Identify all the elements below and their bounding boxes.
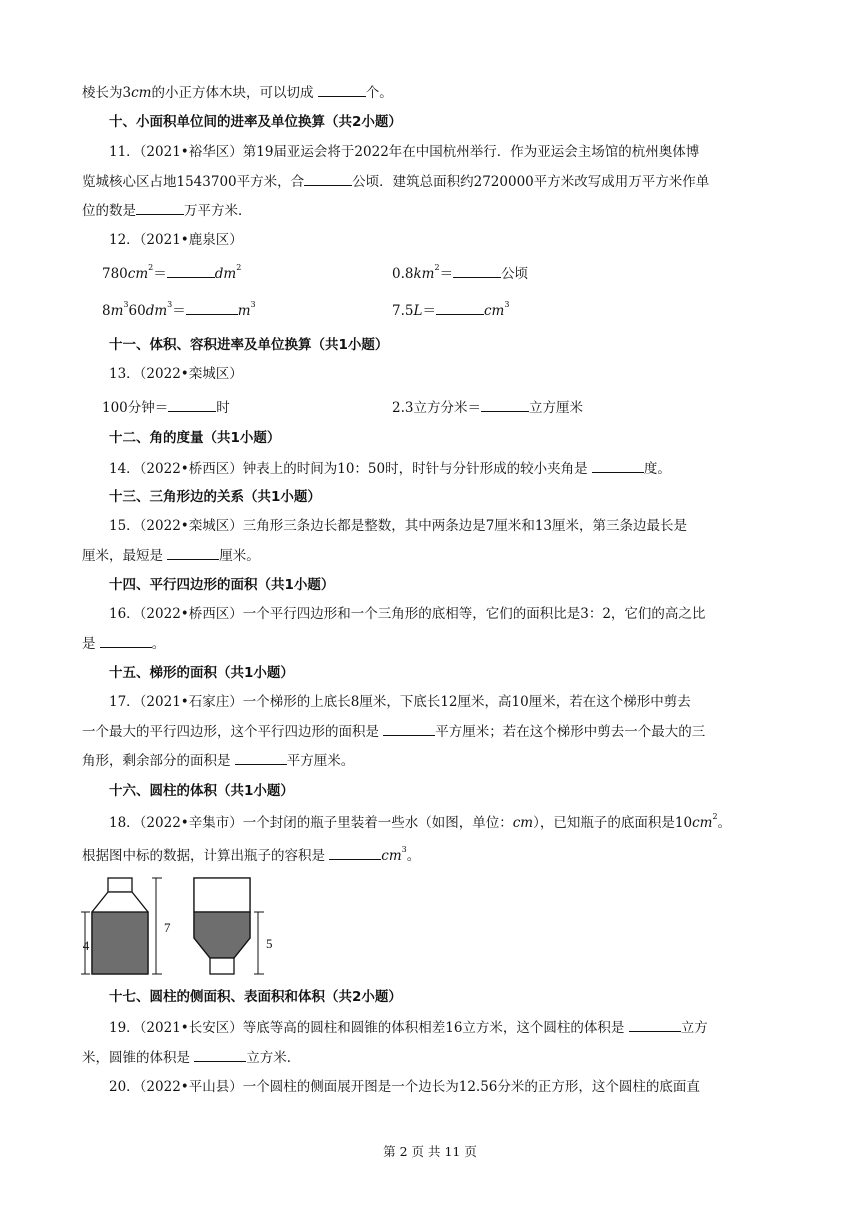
unit: cm [131, 85, 152, 101]
text: 。 [406, 848, 421, 864]
text-line [82, 1047, 300, 1068]
equals: ＝ [153, 266, 167, 282]
answer-blank[interactable] [304, 171, 352, 186]
answer-blank[interactable] [167, 545, 219, 560]
text-line [82, 200, 252, 221]
text: 厘米。 [219, 548, 260, 564]
question-15: 15．（2022•栾城区）三角形三条边长都是整数，其中两条边是7厘米和13厘米，第三条边最长是 [109, 518, 688, 534]
text: 棱长为3 [82, 85, 132, 101]
text: 平方厘米；若在这个梯形中剪去一个最大的三 [435, 724, 706, 740]
text: 万平方米． [184, 203, 252, 219]
text-line [82, 721, 705, 742]
unit: cm [483, 303, 505, 319]
superscript: 3 [504, 300, 510, 309]
text: 立方米． [246, 1050, 301, 1066]
text: 根据图中标的数据，计算出瓶子的容积是 [82, 848, 330, 864]
bottle-inverted [194, 878, 264, 974]
conversion-item [102, 263, 241, 284]
superscript: 3 [167, 300, 173, 309]
equals: ＝ [422, 303, 436, 319]
text: 立方厘米 [528, 400, 583, 416]
text: 角形，剩余部分的面积是 [82, 753, 235, 769]
text: 18．（2022•辛集市）一个封闭的瓶子里装着一些水（如图，单位： [109, 815, 513, 831]
bottle-upright [81, 878, 162, 974]
conversion-item [392, 263, 528, 284]
answer-blank[interactable] [136, 200, 184, 215]
unit: cm [127, 266, 149, 282]
conversion-item [102, 397, 230, 418]
text: 14．（2022•桥西区）钟表上的时间为10：50时，时针与分针形成的较小夹角是 [109, 461, 592, 477]
text: 公顷 [501, 266, 529, 282]
text-line [82, 545, 260, 566]
unit: cm [692, 815, 713, 831]
conversion-item [392, 397, 583, 418]
unit: L [413, 303, 423, 319]
text: 一个最大的平行四边形，这个平行四边形的面积是 [82, 724, 384, 740]
question-16: 16．（2022•桥西区）一个平行四边形和一个三角形的底相等，它们的面积比是3：2，它们的高之比 [109, 606, 706, 622]
answer-blank[interactable] [383, 721, 435, 736]
answer-blank[interactable] [167, 263, 215, 278]
question-13: 13．（2022•栾城区） [109, 366, 243, 382]
text: 厘米，最短是 [82, 548, 168, 564]
conversion-item [102, 300, 256, 321]
equals: ＝ [172, 303, 186, 319]
text: 览城核心区占地1543700平方米，合 [82, 174, 305, 190]
unit: m [110, 303, 124, 319]
superscript: 2 [236, 263, 242, 272]
answer-blank[interactable] [235, 750, 287, 765]
text: 。 [717, 815, 732, 831]
answer-blank[interactable] [318, 82, 366, 97]
superscript: 3 [401, 845, 407, 854]
text: 米，圆锥的体积是 [82, 1050, 195, 1066]
equals: ＝ [439, 266, 454, 282]
text-line [82, 845, 420, 866]
text: 。 [151, 636, 166, 652]
section-heading: 十七、圆柱的侧面积、表面积和体积（共2小题） [109, 989, 402, 1005]
answer-blank[interactable] [194, 1047, 246, 1062]
text: 的小正方体木块，可以切成 [151, 85, 318, 101]
superscript: 3 [250, 300, 256, 309]
answer-blank[interactable] [481, 397, 529, 412]
unit: m [237, 303, 251, 319]
text: 2.3立方分米＝ [392, 400, 481, 416]
text: 0.8 [392, 266, 414, 282]
text: 平方厘米。 [286, 753, 355, 769]
text: 是 [82, 636, 100, 652]
text: 780 [102, 266, 128, 282]
answer-blank[interactable] [100, 633, 152, 648]
answer-blank[interactable] [186, 300, 238, 315]
unit: dm [214, 266, 237, 282]
question-20: 20．（2022•平山县）一个圆柱的侧面展开图是一个边长为12.56分米的正方形，这个圆柱的底面直 [109, 1079, 700, 1095]
question-17: 17．（2021•石家庄）一个梯形的上底长8厘米，下底长12厘米，高10厘米，若在这个梯形中剪去 [109, 694, 691, 710]
section-heading: 十、小面积单位间的进率及单位换算（共2小题） [109, 114, 402, 130]
bottle-figure [80, 870, 280, 980]
unit: km [413, 266, 435, 282]
unit: cm [381, 848, 402, 864]
question-18 [109, 813, 731, 833]
text: 度。 [643, 461, 671, 477]
section-heading: 十二、角的度量（共1小题） [109, 430, 281, 446]
text: 8 [102, 303, 111, 319]
superscript: 3 [123, 300, 129, 309]
text: 100分钟＝ [102, 400, 169, 416]
label-4: 4 [82, 938, 90, 953]
text-line [82, 750, 354, 771]
section-heading: 十五、梯形的面积（共1小题） [109, 665, 294, 681]
question-12: 12．（2021•鹿泉区） [109, 232, 243, 248]
section-heading: 十六、圆柱的体积（共1小题） [109, 783, 294, 799]
answer-blank[interactable] [436, 300, 484, 315]
conversion-item [392, 300, 509, 321]
unit: cm [512, 815, 534, 831]
section-heading: 十四、平行四边形的面积（共1小题） [109, 577, 335, 593]
answer-blank[interactable] [453, 263, 501, 278]
text: 7.5 [392, 303, 414, 319]
text: 公顷．建筑总面积约2720000平方米改写成用万平方米作单 [352, 174, 710, 190]
question-19 [109, 1017, 708, 1038]
page-footer: 第 2 页 共 11 页 [383, 1144, 477, 1159]
answer-blank[interactable] [592, 458, 644, 473]
text-line [82, 171, 709, 192]
text: 60 [128, 303, 146, 319]
text-line [82, 82, 393, 103]
text: 个。 [365, 85, 393, 101]
question-11: 11．（2021•裕华区）第19届亚运会将于2022年在中国杭州举行．作为亚运会主场馆的杭州奥体博 [109, 144, 700, 160]
answer-blank[interactable] [168, 397, 216, 412]
label-5: 5 [266, 936, 273, 951]
label-7: 7 [164, 920, 171, 935]
section-heading: 十三、三角形边的关系（共1小题） [109, 489, 321, 505]
answer-blank[interactable] [329, 845, 381, 860]
text: 立方 [680, 1020, 708, 1036]
answer-blank[interactable] [629, 1017, 681, 1032]
section-heading: 十一、体积、容积进率及单位换算（共1小题） [109, 337, 389, 353]
text: 位的数是 [82, 203, 136, 219]
superscript: 2 [148, 263, 154, 272]
superscript: 2 [712, 812, 718, 821]
text-line [82, 633, 165, 654]
text: 19．（2021•长安区）等底等高的圆柱和圆锥的体积相差16立方米，这个圆柱的体积是 [109, 1020, 629, 1036]
unit: dm [145, 303, 168, 319]
superscript: 2 [434, 263, 440, 272]
text: ），已知瓶子的底面积是10 [533, 815, 693, 831]
text: 时 [216, 400, 230, 416]
question-14 [109, 458, 671, 479]
